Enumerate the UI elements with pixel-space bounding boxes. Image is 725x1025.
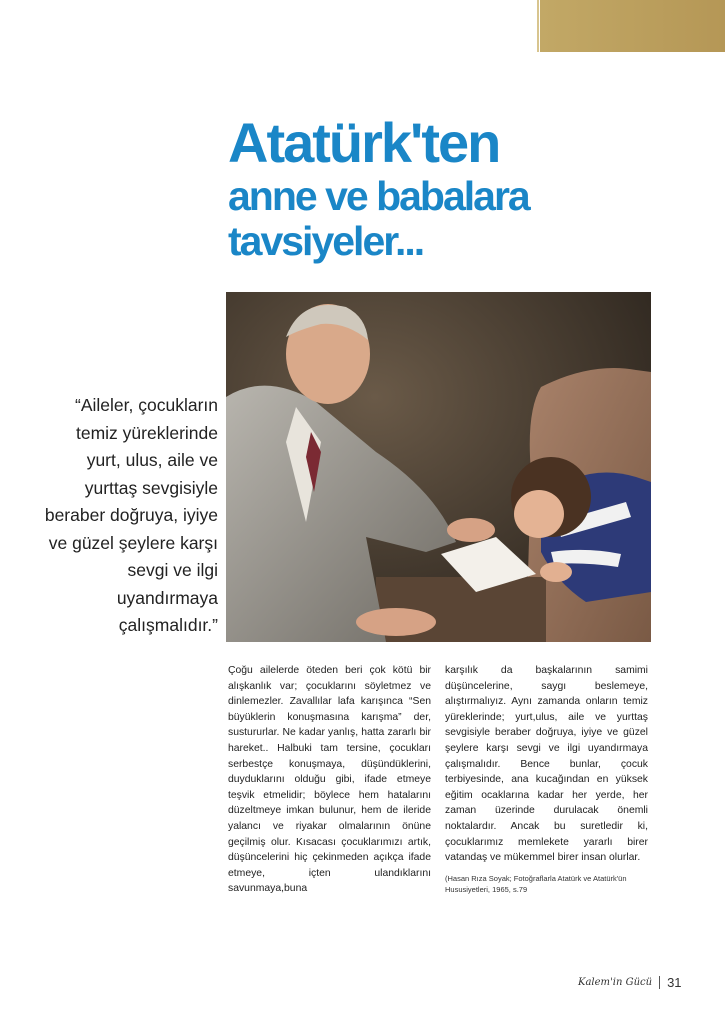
source-citation: (Hasan Rıza Soyak; Fotoğraflarla Atatürk ve Atatürk'ün Hususiyetleri, 1965, s.79 [445,874,627,894]
article-title [228,112,529,264]
magazine-name: Kalem'in Gücü [578,976,653,988]
page-number: 31 [667,974,682,990]
footer-divider [659,976,660,989]
body-column-1: Çoğu ailelerde öteden beri çok kötü bir alışkanlık var; çocuklarını söyletmez ve dinlemezler. Zavallılar lafa karışınca “Sen büyüklerin konuşmasına karışma” der, sustururlar. Ne kadar yanlış, hatta zararlı bir hareket.. Halbuki tam tersine, çocukları serbestçe konuşmaya, düşündüklerini, duyduklarını olduğu gibi, ifade etmeye teşvik etmelidir; böylece hem hatalarını düzeltmeye imkan bulunur, hem de ileride yalancı ve riyakar olmalarının önüne geçilmiş olur. Kısacası çocuklarımızı artık, düşüncelerini hiç çekinmeden açıkça ifade etmeye, içten ulandıklarını savunmaya,buna [228,665,431,895]
gold-corner-tab [540,0,725,52]
pull-quote: “Aileler, çocukların temiz yüreklerinde yurt, ulus, aile ve yurttaş sevgisiyle beraber doğruya, iyiye ve güzel şeylere karşı sevgi ve ilgi uyandırmaya çalışmalıdır.” [44,395,218,635]
title-line-1: Atatürk'ten [228,111,500,174]
photo-ataturk-with-child [226,292,651,642]
title-line-2: anne ve babalara [228,173,529,219]
title-line-3: tavsiyeler... [228,218,424,264]
page-footer [578,973,682,991]
body-column-2: karşılık da başkalarının samimi düşüncelerine, saygı beslemeye, alıştırmalıyız. Aynı zamanda onların temiz yüreklerinde; yurt,ulus, aile ve yurttaş sevgisiyle beraber doğruya, iyiye ve güzel şeylere karşı sevgi ve ilgi uyandırmaya çalışmalıdır. Bence bunlar, çocuk terbiyesinde, ana kucağından en yüksek eğitim ocaklarına kadar her yerde, her zaman üzerinde durulacak önemli noktalardır. Ancak bu suretledir ki, çocuklarımız memlekete yararlı birer vatandaş ve mükemmel birer insan olurlar. [445,665,648,864]
